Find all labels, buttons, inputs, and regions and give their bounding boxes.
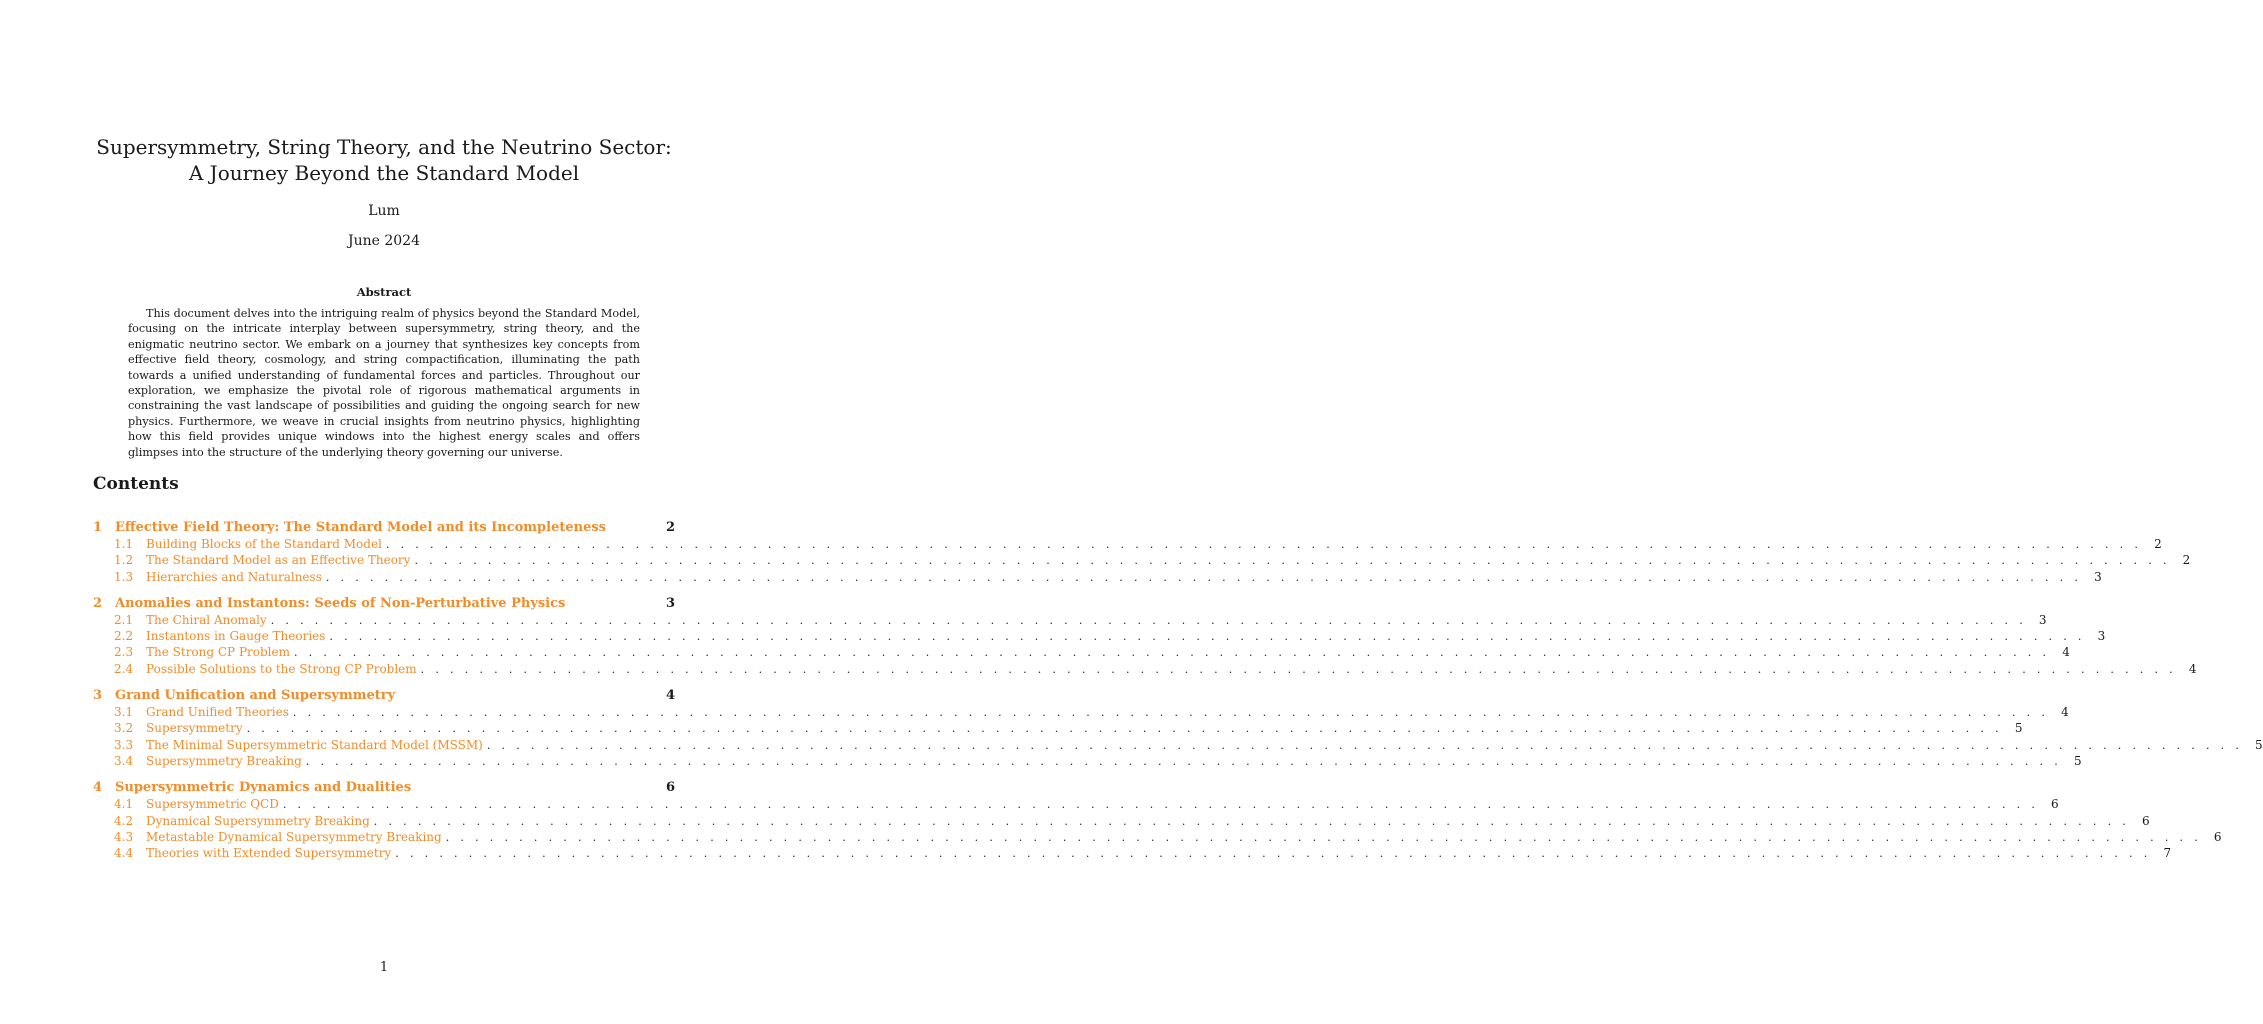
toc-subsection-link[interactable] [93,645,2070,661]
toc-subsection-number: 1.1 [114,537,134,551]
toc-subsection-link[interactable] [93,813,2150,830]
toc-subsection-page: 3 [2094,569,2102,584]
abstract-text: This document delves into the intriguing realm of physics beyond the Standard Model, focusing on the intricate interplay between supersymmetry, string theory, and the enigmatic neutrino sector. We embark on a journey that synthesizes key concepts from effective field theory, cosmology, and string compactification, illuminating the path towards a unified understanding of fundamental forces and particles. Throughout our exploration, we emphasize the pivotal role of rigorous mathematical arguments in constraining the vast landscape of possibilities and guiding the ongoing search for new physics. Furthermore, we weave in crucial insights from neutrino physics, highlighting how this field provides unique windows into the highest energy scales and offers glimpses into the structure of the underlying theory governing our universe. [128,307,640,459]
toc-subsection-link[interactable] [93,705,2069,721]
toc-subsection-link[interactable] [93,569,2102,586]
toc-subsection-link[interactable] [93,553,2191,569]
toc-subsection-title: The Standard Model as an Effective Theory [146,553,411,568]
table-of-contents [93,520,2263,872]
toc-dot-leader: . . . . . . . . . . . . . . . . . . . . . . . . . . . . . . . . . . . . . . . . . . . . . . . . . . . . . . . . . . . . . . . . . . . . . . . . . . . . . . . . . . . . . . . . . . . . . . . . . . . . . . . . . . . . . . . . . . . . . . . . [385,538,2142,551]
toc-subsection-page: 3 [2038,612,2047,627]
toc-dot-leader: . . . . . . . . . . . . . . . . . . . . . . . . . . . . . . . . . . . . . . . . . . . . . . . . . . . . . . . . . . . . . . . . . . . . . . . . . . . . . . . . . . . . . . . . . . . . . . . . . . . . . . . . . . . . . . . . . . . . . . . . [246,722,2003,736]
toc-subsection-title: The Strong CP Problem [146,645,290,660]
toc-subsection-title: Dynamical Supersymmetry Breaking [146,813,370,828]
toc-subsection-page: 5 [2014,721,2023,736]
toc-dot-leader: . . . . . . . . . . . . . . . . . . . . . . . . . . . . . . . . . . . . . . . . . . . . . . . . . . . . . . . . . . . . . . . . . . . . . . . . . . . . . . . . . . . . . . . . . . . . . . . . . . . . . . . . . . . . . . . . . . . . . . . . [292,706,2049,720]
toc-dot-leader: . . . . . . . . . . . . . . . . . . . . . . . . . . . . . . . . . . . . . . . . . . . . . . . . . . . . . . . . . . . . . . . . . . . . . . . . . . . . . . . . . . . . . . . . . . . . . . . . . . . . . . . . . . . . . . . . . . . . . . . . [282,798,2039,812]
title-line-1: Supersymmetry, String Theory, and the Neutrino Sector: [96,135,672,159]
toc-subsection-number: 2.4 [114,661,134,676]
toc-section-link[interactable] [93,688,675,705]
toc-subsection-number: 3.4 [114,753,134,768]
toc-section-number: 4 [93,780,103,796]
toc-section-title: Supersymmetric Dynamics and Dualities [115,780,412,796]
abstract-heading: Abstract [356,285,412,299]
toc-subsection-title: Hierarchies and Naturalness [146,569,322,584]
toc-subsection-link[interactable] [93,753,2082,770]
toc-section-page: 2 [665,520,675,535]
toc-dot-leader: . . . . . . . . . . . . . . . . . . . . . . . . . . . . . . . . . . . . . . . . . . . . . . . . . . . . . . . . . . . . . . . . . . . . . . . . . . . . . . . . . . . . . . . . . . . . . . . . . . . . . . . . . . . . . . . . . . . . . . . . [270,613,2027,627]
toc-subsection-link[interactable] [93,721,2023,737]
toc-subsection-number: 2.3 [114,645,134,660]
toc-subsection-title: Supersymmetric QCD [146,797,279,812]
toc-dot-leader: . . . . . . . . . . . . . . . . . . . . . . . . . . . . . . . . . . . . . . . . . . . . . . . . . . . . . . . . . . . . . . . . . . . . . . . . . . . . . . . . . . . . . . . . . . . . . . . . . . . . . . . . . . . . . . . . . . . . . . . . [329,630,2086,644]
toc-dot-leader: . . . . . . . . . . . . . . . . . . . . . . . . . . . . . . . . . . . . . . . . . . . . . . . . . . . . . . . . . . . . . . . . . . . . . . . . . . . . . . . . . . . . . . . . . . . . . . . . . . . . . . . . . . . . . . . . . . . . . . . . [486,738,2243,752]
toc-dot-leader: . . . . . . . . . . . . . . . . . . . . . . . . . . . . . . . . . . . . . . . . . . . . . . . . . . . . . . . . . . . . . . . . . . . . . . . . . . . . . . . . . . . . . . . . . . . . . . . . . . . . . . . . . . . . . . . . . . . . . . . . [395,847,2152,861]
toc-section-title: Anomalies and Instantons: Seeds of Non-Perturbative Physics [115,595,566,611]
toc-subsection-link[interactable] [93,661,2197,678]
toc-subsection-number: 4.4 [114,846,134,861]
toc-dot-leader: . . . . . . . . . . . . . . . . . . . . . . . . . . . . . . . . . . . . . . . . . . . . . . . . . . . . . . . . . . . . . . . . . . . . . . . . . . . . . . . . . . . . . . . . . . . . . . . . . . . . . . . . . . . . . . . . . . . . . . . . [420,662,2177,676]
document-title [0,134,768,186]
toc-dot-leader: . . . . . . . . . . . . . . . . . . . . . . . . . . . . . . . . . . . . . . . . . . . . . . . . . . . . . . . . . . . . . . . . . . . . . . . . . . . . . . . . . . . . . . . . . . . . . . . . . . . . . . . . . . . . . . . . . . . . . . . . [373,814,2130,828]
toc-subsection-page: 7 [2163,846,2172,861]
toc-subsection-page: 3 [2097,629,2106,644]
toc-section-number: 3 [93,688,103,704]
toc-subsection-page: 4 [2062,645,2070,660]
toc-subsection-page: 2 [2182,553,2191,568]
toc-subsection-number: 3.1 [114,705,134,720]
toc-subsection-page: 5 [2073,753,2082,768]
toc-subsection-title: The Chiral Anomaly [146,612,267,627]
toc-subsection-title: Possible Solutions to the Strong CP Problem [146,661,417,676]
toc-subsection-link[interactable] [93,737,2263,754]
toc-subsection-title: Metastable Dynamical Supersymmetry Breaking [146,829,442,844]
title-line-2: A Journey Beyond the Standard Model [188,161,580,185]
toc-subsection-link[interactable] [93,797,2059,813]
page-number: 1 [379,960,389,975]
toc-section-title: Grand Unification and Supersymmetry [115,688,396,704]
contents-heading: Contents [93,474,179,494]
toc-section-link[interactable] [93,520,675,537]
toc-subsection-number: 4.3 [114,829,134,844]
toc-dot-leader: . . . . . . . . . . . . . . . . . . . . . . . . . . . . . . . . . . . . . . . . . . . . . . . . . . . . . . . . . . . . . . . . . . . . . . . . . . . . . . . . . . . . . . . . . . . . . . . . . . . . . . . . . . . . . . . . . . . . . . . . [325,570,2082,584]
toc-subsection-number: 2.2 [114,629,134,644]
toc-dot-leader: . . . . . . . . . . . . . . . . . . . . . . . . . . . . . . . . . . . . . . . . . . . . . . . . . . . . . . . . . . . . . . . . . . . . . . . . . . . . . . . . . . . . . . . . . . . . . . . . . . . . . . . . . . . . . . . . . . . . . . . . [414,554,2171,568]
date: June 2024 [347,233,420,249]
author: Lum [368,203,400,219]
toc-dot-leader: . . . . . . . . . . . . . . . . . . . . . . . . . . . . . . . . . . . . . . . . . . . . . . . . . . . . . . . . . . . . . . . . . . . . . . . . . . . . . . . . . . . . . . . . . . . . . . . . . . . . . . . . . . . . . . . . . . . . . . . . [445,830,2202,844]
toc-section [93,780,2222,862]
toc-section [93,520,2191,586]
toc-subsection-link[interactable] [93,537,2162,553]
toc-subsection-number: 4.1 [114,797,134,812]
toc-subsection-link[interactable] [93,829,2222,846]
toc-section-link[interactable] [93,780,675,797]
toc-section-page: 6 [665,780,675,796]
toc-subsection-page: 2 [2154,537,2162,551]
toc-dot-leader: . . . . . . . . . . . . . . . . . . . . . . . . . . . . . . . . . . . . . . . . . . . . . . . . . . . . . . . . . . . . . . . . . . . . . . . . . . . . . . . . . . . . . . . . . . . . . . . . . . . . . . . . . . . . . . . . . . . . . . . . [293,646,2050,660]
toc-subsection-page: 5 [2255,737,2263,752]
toc-subsection-number: 1.2 [114,553,134,568]
toc-subsection-page: 4 [2188,661,2197,676]
toc-subsection-page: 4 [2061,705,2069,720]
toc-dot-leader: . . . . . . . . . . . . . . . . . . . . . . . . . . . . . . . . . . . . . . . . . . . . . . . . . . . . . . . . . . . . . . . . . . . . . . . . . . . . . . . . . . . . . . . . . . . . . . . . . . . . . . . . . . . . . . . . . . . . . . . . [305,754,2062,768]
toc-section-title: Effective Field Theory: The Standard Model and its Incompleteness [115,520,606,535]
toc-subsection-number: 3.2 [114,721,134,736]
toc-subsection-title: Theories with Extended Supersymmetry [146,846,392,861]
toc-section [93,595,2197,678]
toc-section-number: 2 [93,595,103,611]
toc-subsection-number: 1.3 [114,569,134,584]
toc-subsection-link[interactable] [93,629,2106,645]
toc-subsection-title: The Minimal Supersymmetric Standard Model (MSSM) [146,737,483,752]
toc-subsection-title: Instantons in Gauge Theories [146,629,326,644]
toc-subsection-link[interactable] [93,846,2172,862]
toc-subsection-number: 4.2 [114,813,134,828]
toc-section [93,688,2263,770]
toc-subsection-number: 3.3 [114,737,134,752]
toc-subsection-title: Supersymmetry Breaking [146,753,302,768]
toc-subsection-title: Grand Unified Theories [146,705,289,720]
toc-subsection-title: Supersymmetry [146,721,243,736]
toc-subsection-title: Building Blocks of the Standard Model [146,537,382,551]
toc-section-number: 1 [93,520,103,535]
toc-section-page: 4 [665,688,675,704]
toc-subsection-page: 6 [2213,829,2222,844]
toc-subsection-number: 2.1 [114,612,134,627]
toc-section-link[interactable] [93,596,675,613]
toc-section-page: 3 [665,595,675,611]
toc-subsection-page: 6 [2051,797,2059,812]
toc-subsection-page: 6 [2141,813,2150,828]
toc-subsection-link[interactable] [93,612,2047,629]
